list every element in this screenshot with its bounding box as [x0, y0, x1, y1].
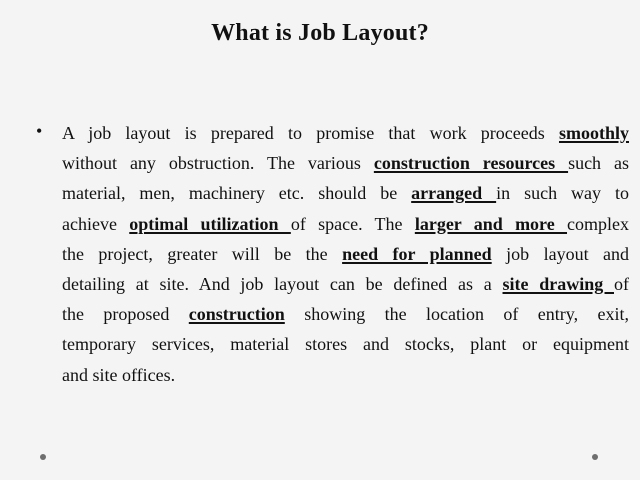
text-segment: temporary services, material stores and stocks, plant or equipment: [62, 334, 629, 355]
slide-title: What is Job Layout?: [211, 20, 429, 46]
emphasized-term: optimal utilization: [129, 213, 291, 234]
emphasized-term: construction resources: [373, 153, 569, 174]
text-segment: the proposed: [62, 304, 189, 325]
text-segment: achieve: [62, 213, 130, 234]
text-segment: material, men, machinery etc. should be: [62, 183, 412, 204]
emphasized-term: need for planned: [342, 243, 492, 264]
decorative-dot-right: [592, 454, 598, 460]
emphasized-term: site drawing: [502, 273, 614, 294]
text-segment: such as: [568, 153, 629, 174]
text-line: [62, 269, 629, 299]
text-line: [62, 178, 629, 208]
text-line: [62, 118, 629, 148]
text-line: [62, 329, 629, 359]
text-segment: without any obstruction. The various: [62, 153, 374, 174]
text-segment: of: [614, 273, 629, 294]
text-segment: detailing at site. And job layout can be defined as a: [62, 273, 503, 294]
text-line: [62, 299, 629, 329]
text-segment: complex: [567, 213, 629, 234]
emphasized-term: smoothly: [558, 123, 629, 143]
text-line: [62, 209, 629, 239]
text-line: [62, 360, 629, 390]
slide-body-paragraph: [62, 118, 629, 390]
text-line: [62, 148, 629, 178]
decorative-dot-left: [40, 454, 46, 460]
emphasized-term: construction: [188, 304, 285, 325]
text-segment: in such way to: [496, 183, 629, 204]
emphasized-term: arranged: [411, 183, 497, 204]
text-segment: A job layout is prepared to promise that work proceeds: [62, 123, 559, 143]
text-segment: the project, greater will be the: [62, 243, 343, 264]
text-line: [62, 239, 629, 269]
bullet-icon: •: [36, 121, 43, 141]
text-segment: showing the location of entry, exit,: [284, 304, 629, 325]
text-segment: job layout and: [491, 243, 630, 264]
text-segment: of space. The: [290, 213, 415, 234]
emphasized-term: larger and more: [414, 213, 568, 234]
text-segment: and site offices.: [62, 364, 176, 385]
